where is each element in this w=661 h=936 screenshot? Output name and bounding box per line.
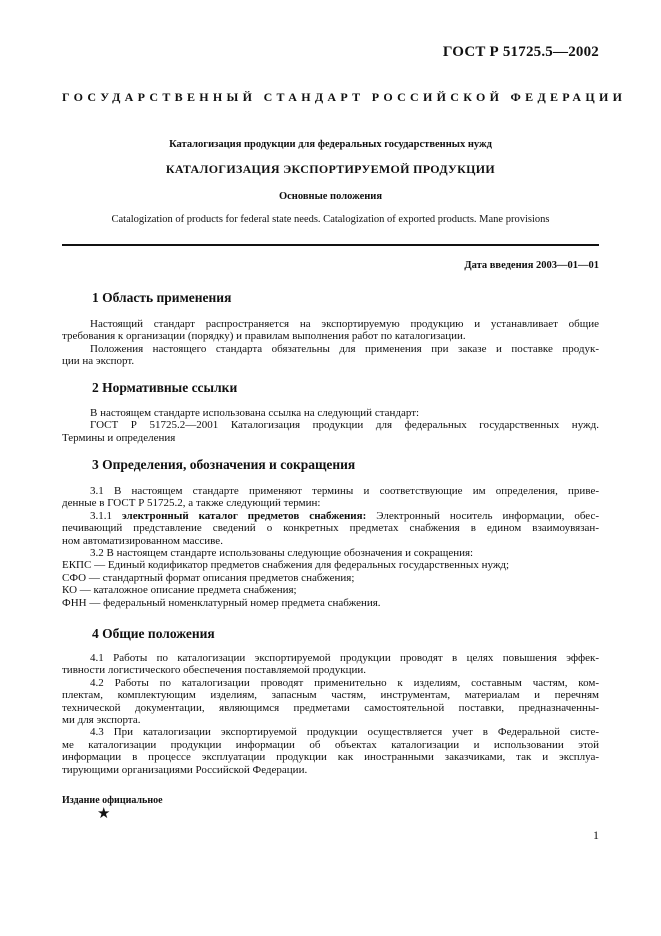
text-line: Термины и определения xyxy=(62,431,176,444)
text-line: ме каталогизации продукции информации об объектах каталогизации и использовании этой xyxy=(62,738,599,751)
official-edition-label: Издание официальное xyxy=(62,795,163,806)
text-line: требования к организации (порядку) и правилам выполнения работ по каталогизации. xyxy=(62,330,466,343)
section-3-heading: 3 Определения, обозначения и сокращения xyxy=(92,457,356,472)
term-number: 3.1.1 xyxy=(90,509,112,522)
text-line: печивающий представление сведений о конкретных предметах снабжения в едином взаимоувязан- xyxy=(62,522,599,535)
text-line: 3.1 В настоящем стандарте применяют термины и соответствующие им определения, приве- xyxy=(90,485,599,497)
document-title: КАТАЛОГИЗАЦИЯ ЭКСПОРТИРУЕМОЙ ПРОДУКЦИИ xyxy=(165,162,496,176)
text-line: информации в процессе эксплуатации продукции как иностранными заказчиками, так и эксплуа- xyxy=(62,751,599,764)
section-2-body xyxy=(62,407,599,444)
text-line: плектам, комплектующим изделиям, запасным частям, инструментам, материалам и перечням xyxy=(62,689,599,702)
term-name: электронный каталог предметов снабжения: xyxy=(121,509,367,522)
section-3-body xyxy=(62,485,599,609)
star-icon: ★ xyxy=(97,806,111,822)
abbreviation-item: СФО — стандартный формат описания предметов снабжения; xyxy=(62,571,355,584)
series-title: Каталогизация продукции для федеральных государственных нужд xyxy=(169,139,492,150)
text-line: Положения настоящего стандарта обязательны для применения при заказе и поставке продук- xyxy=(90,342,599,355)
text-line: тивности логистического обеспечения поставляемой продукции. xyxy=(62,664,367,677)
section-4-heading: 4 Общие положения xyxy=(92,626,215,641)
text-line: 4.2 Работы по каталогизации проводят применительно к изделиям, составным частям, ком- xyxy=(90,676,599,689)
abbreviation-item: КО — каталожное описание предмета снабжения; xyxy=(62,584,297,597)
text-line: тирующими организациями Российской Федерации. xyxy=(62,763,308,776)
text-line: ми для экспорта. xyxy=(62,714,141,727)
section-1-heading: 1 Область применения xyxy=(92,290,232,305)
page-number: 1 xyxy=(593,828,599,842)
text-line: денные в ГОСТ Р 51725.2, а также следующий термин: xyxy=(62,497,321,510)
abbreviation-item: ФНН — федеральный номенклатурный номер предмета снабжения. xyxy=(62,596,381,609)
text-line: Настоящий стандарт распространяется на экспортируемую продукцию и устанавливает общие xyxy=(90,318,599,330)
text-line: В настоящем стандарте использована ссылка на следующий стандарт: xyxy=(90,407,420,419)
introduction-date: Дата введения 2003—01—01 xyxy=(464,260,599,271)
abbreviation-item: ЕКПС — Единый кодификатор предметов снабжения для федеральных государственных нужд; xyxy=(62,559,510,572)
section-4-body xyxy=(62,652,599,776)
text-line: 3.2 В настоящем стандарте использованы следующие обозначения и сокращения: xyxy=(90,547,474,560)
section-2-heading: 2 Нормативные ссылки xyxy=(92,380,238,395)
english-title: Catalogization of products for federal state needs. Catalogization of exported products. Mane provisions xyxy=(111,214,550,225)
text-line: ном автоматизированном массиве. xyxy=(62,534,223,547)
text-line: ции на экспорт. xyxy=(62,355,135,368)
text-line: 4.3 При каталогизации экспортируемой продукции осуществляется учет в Федеральной систе- xyxy=(90,726,599,739)
text-line: ГОСТ Р 51725.2—2001 Каталогизация продукции для федеральных государственных нужд. xyxy=(90,419,599,432)
state-standard-title: ГОСУДАРСТВЕННЫЙ СТАНДАРТ РОССИЙСКОЙ ФЕДЕРАЦИИ xyxy=(62,90,627,104)
term-definition: Электронный носитель информации, обес- xyxy=(376,509,599,522)
document-subtitle: Основные положения xyxy=(278,191,383,202)
title-divider xyxy=(62,244,599,246)
standard-number: ГОСТ Р 51725.5—2002 xyxy=(442,44,599,60)
section-1-body xyxy=(62,318,599,368)
text-line: технической документации, являющимся предметами самостоятельной поставки, предназначенны- xyxy=(62,701,599,714)
text-line: 4.1 Работы по каталогизации экспортируемой продукции проводят в целях повышения эффек- xyxy=(90,652,599,664)
term-line xyxy=(62,510,599,522)
